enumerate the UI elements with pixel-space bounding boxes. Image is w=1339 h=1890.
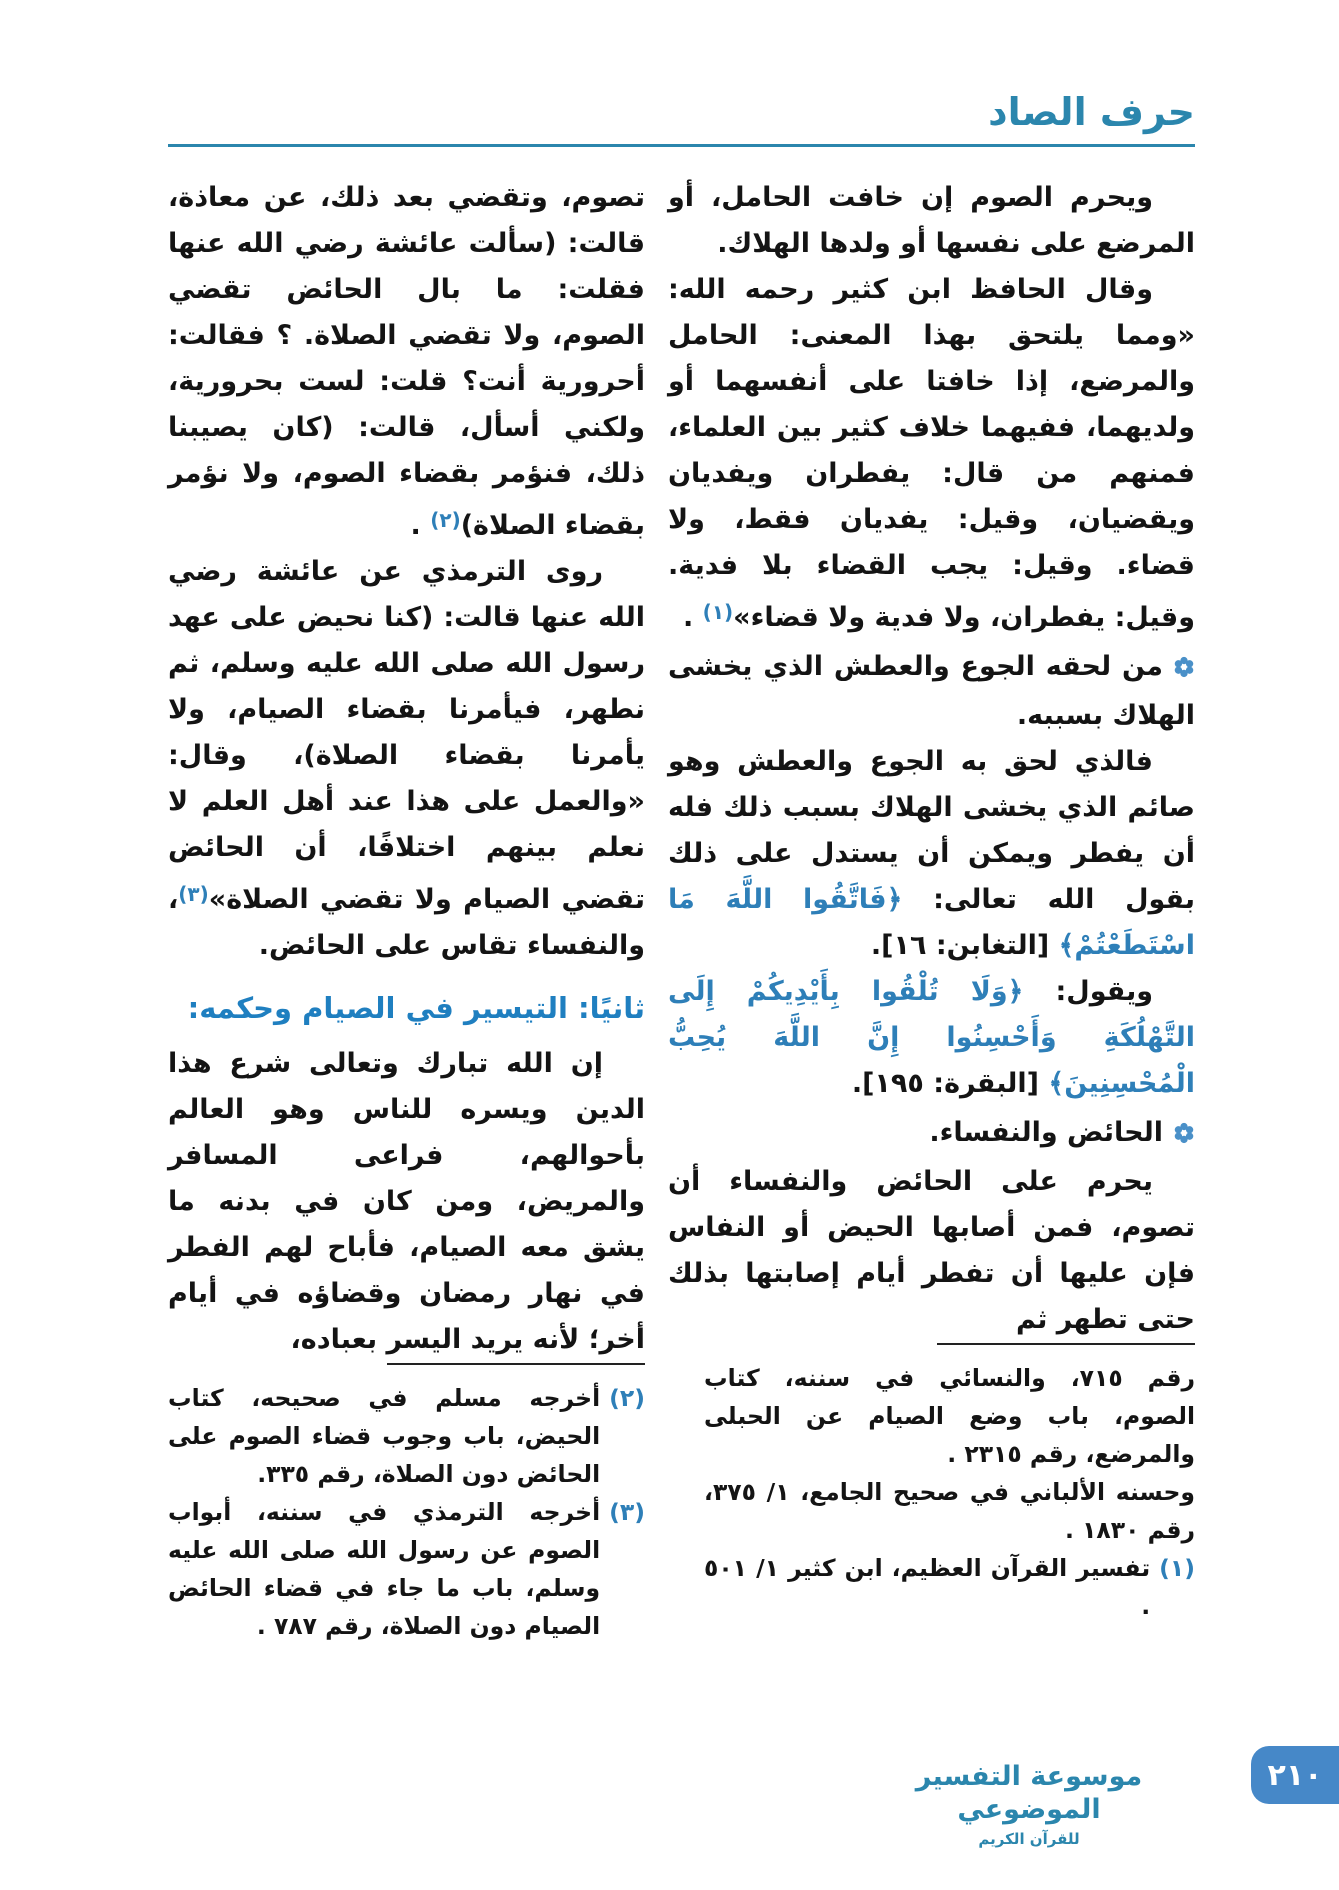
footnote-number: (٣) — [609, 1497, 645, 1526]
footnote: وحسنه الألباني في صحيح الجامع، ١/ ٣٧٥، رقم ١٨٣٠ . — [704, 1477, 1195, 1544]
footnotes-right — [668, 1343, 1195, 1625]
footnote-separator — [937, 1343, 1195, 1345]
quran-verse: ﴿فَاتَّقُوا اللَّهَ مَا اسْتَطَعْتُمْ﴾ — [668, 883, 1195, 961]
paragraph: ويحرم الصوم إن خافت الحامل، أو المرضع على نفسها أو ولدها الهلاك. — [668, 181, 1195, 259]
bullet-text: الحائض والنفساء. — [929, 1116, 1163, 1148]
page-number: ٢١٠ — [1267, 1757, 1323, 1793]
footnote-number: (٢) — [609, 1383, 645, 1412]
paragraph: يحرم على الحائض والنفساء أن تصوم، فمن أصابها الحيض أو النفاس فإن عليها أن تفطر أيام إصابتها بذلك حتى تطهر ثم — [668, 1165, 1195, 1335]
paragraph-text: ، والنفساء تقاس على الحائض. — [168, 883, 645, 961]
footnote-text: أخرجه الترمذي في سننه، أبواب الصوم عن رسول الله صلى الله عليه وسلم، باب ما جاء في قضاء الحائض الصيام دون الصلاة، رقم ٧٨٧ . — [168, 1497, 601, 1640]
paragraph — [668, 739, 1195, 969]
paragraph-text: تصوم، وتقضي بعد ذلك، عن معاذة، قالت: (سألت عائشة رضي الله عنها فقلت: ما بال الحائض تقضي الصوم، ولا تقضي الصلاة. ؟ فقالت: أحرورية أنت؟ قلت: لست بحرورية، ولكني أسأل، قالت: (كان يصيبنا ذلك، فنؤمر بقضاء الصوم، ولا نؤمر بقضاء الصلاة) — [168, 181, 645, 541]
paragraph — [668, 969, 1195, 1107]
column-left — [168, 175, 645, 1640]
footnote-text: تفسير القرآن العظيم، ابن كثير ١/ ٥٠١ . — [704, 1553, 1151, 1620]
publisher-logo-subtitle: للقرآن الكريم — [978, 1830, 1080, 1848]
paragraph-text: وقال الحافظ ابن كثير رحمه الله: «ومما يلتحق بهذا المعنى: الحامل والمرضع، إذا خافتا على أنفسهما أو ولديهما، ففيهما خلاف كثير بين العلماء، فمنهم من قال: يفطران ويفديان ويقضيان، وقيل: يفديان فقط، ولا قضاء. وقيل: يجب القضاء بلا فدية. وقيل: يفطران، ولا فدية ولا قضاء» — [668, 273, 1195, 633]
footnote-marker: (٢) — [430, 507, 461, 532]
section-heading: ثانيًا: التيسير في الصيام وحكمه: — [187, 990, 645, 1025]
footnotes-left — [168, 1363, 645, 1645]
quran-verse: ﴿وَلَا تُلْقُوا بِأَيْدِيكُمْ إِلَى التَّهْلُكَةِ وَأَحْسِنُوا إِنَّ اللَّهَ يُحِبُّ الْمُحْسِنِينَ﴾ — [668, 975, 1195, 1099]
bullet-item — [668, 1110, 1195, 1159]
footnote — [704, 1549, 1195, 1625]
page-body — [0, 147, 1339, 1640]
paragraph-text: ويقول: — [1023, 975, 1153, 1007]
bullet-item — [668, 644, 1195, 739]
publisher-logo-title: موسوعة التفسير الموضوعي — [915, 1760, 1143, 1826]
chapter-title: حرف الصاد — [988, 90, 1195, 134]
paragraph — [668, 267, 1195, 641]
footnote-text: أخرجه مسلم في صحيحه، كتاب الحيض، باب وجوب قضاء الصوم على الحائض دون الصلاة، رقم ٣٣٥. — [168, 1383, 601, 1488]
footnote-number: (١) — [1159, 1553, 1195, 1582]
verse-reference: [البقرة: ١٩٥]. — [851, 1067, 1049, 1099]
footnote-separator — [387, 1363, 645, 1365]
flower-bullet-icon — [1173, 647, 1195, 693]
footnote-marker: (١) — [702, 599, 734, 624]
footnote — [168, 1493, 645, 1645]
verse-reference: [التغابن: ١٦]. — [870, 929, 1059, 961]
page-header — [0, 0, 1339, 147]
paragraph-text: . — [683, 601, 703, 633]
paragraph-text: روى الترمذي عن عائشة رضي الله عنها قالت: (كنا نحيض على عهد رسول الله صلى الله عليه وسلم، ثم نطهر، فيأمرنا بقضاء الصيام، ولا يأمرنا بقضاء الصلاة)، وقال: «والعمل على هذا عند أهل العلم لا نعلم بينهم اختلافًا، أن الحائض تقضي الصيام ولا تقضي الصلاة» — [168, 555, 645, 915]
footnote: رقم ٧١٥، والنسائي في سننه، كتاب الصوم، باب وضع الصيام عن الحبلى والمرضع، رقم ٢٣١٥ . — [704, 1363, 1196, 1468]
footnote — [168, 1379, 645, 1493]
flower-bullet-icon — [1173, 1113, 1195, 1159]
bullet-text: من لحقه الجوع والعطش الذي يخشى الهلاك بسببه. — [668, 650, 1195, 731]
publisher-logo — [904, 1760, 1154, 1849]
column-right — [668, 175, 1196, 1620]
paragraph — [168, 175, 645, 549]
paragraph-text: . — [410, 509, 431, 541]
page-number-badge — [1251, 1746, 1339, 1804]
paragraph-text: فالذي لحق به الجوع والعطش وهو صائم الذي يخشى الهلاك بسبب ذلك فله أن يفطر ويمكن أن يستدل على ذلك بقول الله تعالى: — [668, 745, 1196, 915]
paragraph — [168, 549, 645, 969]
paragraph: إن الله تبارك وتعالى شرع هذا الدين ويسره للناس وهو العالم بأحوالهم، فراعى المسافر والمريض، ومن كان في بدنه ما يشق معه الصيام، فأباح لهم الفطر في نهار رمضان وقضاؤه في أيام أخر؛ لأنه يريد اليسر بعباده، — [168, 1047, 645, 1355]
footnote-marker: (٣) — [178, 881, 209, 906]
